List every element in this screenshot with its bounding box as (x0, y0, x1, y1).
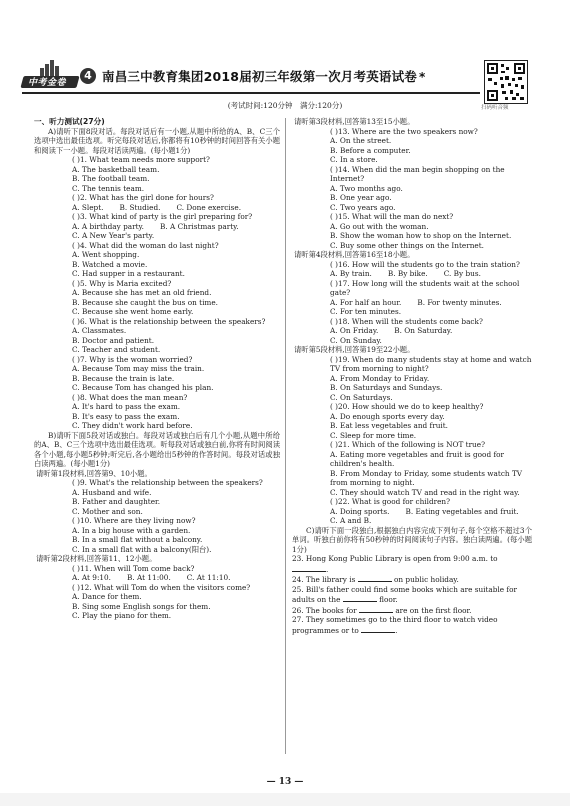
instructions-b: B)请听下面5段对话或独白。每段对话或独白后有几个小题,从题中所给的A、B、C三个选项中选出最佳选项。听每段对话或独白前,你将有时间阅读各个小题,每小题5秒钟;听完后,各小题给出5秒钟的作答时间。每段对话或独白读两遍。(每小题1分) (34, 430, 280, 468)
option[interactable]: C. By bus. (443, 269, 481, 278)
fill-text: 26. The books for (292, 605, 357, 615)
option[interactable]: C. In a small flat with a balcony(阳台). (72, 544, 212, 554)
left-column (34, 117, 280, 621)
header-rule (22, 92, 480, 94)
logo-text: 中考金卷 (28, 78, 67, 88)
question-8: ( )8. What does the man mean? (72, 392, 188, 402)
option[interactable]: C. Teacher and student. (72, 345, 161, 354)
passage-note: 请听第5段材料,回答第19至22小题。 (294, 345, 415, 354)
question-16: ( )16. How will the students go to the train station? (330, 259, 520, 269)
options-row (292, 298, 532, 308)
exam-title (102, 67, 425, 85)
exam-meta: (考试时间:120分钟 满分:120分) (227, 101, 343, 110)
option[interactable]: A. It's hard to pass the exam. (72, 402, 181, 411)
option[interactable]: A. Dance for them. (72, 592, 142, 601)
question-2: ( )2. What has the girl done for hours? (72, 193, 214, 202)
option[interactable]: A. Do enough sports every day. (330, 411, 445, 421)
option[interactable]: C. Because Tom has changed his plan. (72, 383, 214, 392)
fill-text: floor. (379, 595, 398, 604)
fill-text: are on the first floor. (395, 605, 472, 615)
page-number: — 13 — (266, 777, 304, 787)
options-row (292, 326, 532, 336)
fill-item-23: 23. Hong Kong Public Library is open from 9:00 a.m. to . (292, 554, 498, 574)
option[interactable]: A. The basketball team. (72, 164, 160, 174)
option[interactable]: B. It's easy to pass the exam. (72, 411, 180, 421)
question-17: ( )17. How long will the students wait at the school gate? (330, 278, 520, 297)
option[interactable]: B. Because the train is late. (72, 373, 175, 383)
passage-note: 请听第4段材料,回答第16至18小题。 (294, 250, 415, 259)
option[interactable]: C. For ten minutes. (330, 307, 402, 316)
option[interactable]: B. Studied. (119, 202, 161, 212)
answer-blank[interactable] (343, 594, 377, 602)
fill-text: 23. Hong Kong Public Library is open from 9:00 a.m. to (292, 554, 498, 563)
option[interactable]: B. Watched a movie. (72, 259, 148, 269)
option[interactable]: A. By train. (330, 269, 372, 278)
fill-item-27: 27. They sometimes go to the third floor to watch video programmes or to . (292, 615, 498, 635)
option[interactable]: C. Play the piano for them. (72, 611, 172, 620)
option[interactable]: A. Go out with the woman. (330, 221, 429, 231)
option[interactable]: A. Classmates. (72, 326, 127, 335)
question-7: ( )7. Why is the woman worried? (72, 354, 193, 364)
option[interactable]: B. Because she caught the bus on time. (72, 297, 218, 307)
fill-text: 25. Bill's father could find some books which are suitable for adults on the (292, 584, 518, 604)
option[interactable]: A. In a big house with a garden. (72, 525, 191, 535)
option[interactable]: A. Eating more vegetables and fruit is good for children's health. (330, 449, 505, 468)
passage-note: 请听第2段材料,回答第11、12小题。 (36, 554, 157, 563)
option[interactable]: C. Because she went home early. (72, 307, 194, 316)
option[interactable]: A. For half an hour. (330, 297, 402, 307)
options-row (292, 269, 532, 279)
option[interactable]: A. Slept. (72, 202, 104, 212)
fill-item-24 (292, 574, 532, 585)
option[interactable]: C. Buy some other things on the Internet. (330, 240, 484, 250)
exam-logo (22, 60, 78, 92)
question-22: ( )22. What is good for children? (330, 497, 451, 506)
option[interactable]: A. Went shopping. (72, 250, 140, 259)
question-19: ( )19. When do many students stay at home and watch TV from morning to night? (330, 354, 532, 373)
fill-text: 27. They sometimes go to the third floor to watch video programmes or to (292, 615, 498, 635)
fill-item-26 (292, 605, 532, 616)
fill-text: on public holiday. (393, 575, 459, 584)
instructions-c: C)请听下面一段独白,根据独白内容完成下列句子,每个空格不超过3个单词。听独白前你将有50秒钟的时间阅读句子内容。独白读两遍。(每小题1分) (292, 525, 532, 554)
option[interactable]: A. Doing sports. (330, 506, 390, 516)
option[interactable]: A. From Monday to Friday. (330, 373, 430, 383)
qr-code-icon[interactable] (484, 60, 528, 104)
option[interactable]: A. A birthday party. (72, 221, 144, 231)
question-14: ( )14. When did the man begin shopping on the Internet? (330, 164, 505, 183)
title-mark: * (419, 70, 426, 84)
option[interactable]: A. Husband and wife. (72, 487, 152, 497)
options-row (34, 203, 280, 213)
question-5: ( )5. Why is Maria excited? (72, 278, 172, 288)
option[interactable]: A. At 9:10. (72, 573, 112, 582)
question-21: ( )21. Which of the following is NOT true? (330, 440, 485, 449)
issue-number-badge: 4 (80, 68, 96, 84)
option[interactable]: C. In a store. (330, 155, 378, 164)
option[interactable]: A. Two months ago. (330, 183, 403, 193)
option[interactable]: A. On Friday. (330, 326, 379, 335)
option[interactable]: C. A New Year's party. (72, 231, 155, 240)
passage-note: 请听第3段材料,回答第13至15小题。 (294, 117, 415, 126)
instructions-a: A)请听下面8段对话。每段对话后有一小题,从题中所给的A、B、C三个选项中选出最佳选项。听完每段对话后,你都将有10秒钟的时间回答有关小题和阅读下一小题。每段对话读两遍。(每小题1分) (34, 126, 280, 155)
option[interactable]: B. Before a computer. (330, 145, 411, 155)
option[interactable]: B. At 11:00. (127, 573, 171, 582)
option[interactable]: C. They didn't work hard before. (72, 421, 193, 430)
exam-title-text: 南昌三中教育集团2018届初三年级第一次月考英语试卷 (102, 69, 417, 84)
logo-bars-icon (40, 60, 60, 76)
option[interactable]: B. Sing some English songs for them. (72, 601, 211, 611)
question-18: ( )18. When will the students come back? (330, 316, 483, 326)
option[interactable]: B. Eat less vegetables and fruit. (330, 421, 449, 430)
option[interactable]: B. Doctor and patient. (72, 335, 155, 345)
option[interactable]: B. The football team. (72, 174, 150, 183)
question-9: ( )9. What's the relationship between the speakers? (72, 478, 263, 487)
option[interactable]: C. At 11:10. (186, 573, 231, 582)
options-row (34, 222, 280, 232)
option[interactable]: B. On Saturday. (394, 326, 453, 335)
question-15: ( )15. What will the man do next? (330, 212, 454, 221)
question-10: ( )10. Where are they living now? (72, 516, 196, 525)
option[interactable]: B. For twenty minutes. (417, 297, 502, 307)
option[interactable]: A. On the street. (330, 136, 392, 145)
answer-blank[interactable] (292, 564, 326, 572)
option[interactable]: C. Sleep for more time. (330, 430, 417, 440)
option[interactable]: B. In a small flat without a balcony. (72, 535, 203, 544)
question-1: ( )1. What team needs more support? (72, 155, 210, 164)
option[interactable]: C. They should watch TV and read in the right way. (330, 487, 520, 497)
right-column (292, 117, 532, 635)
question-11: ( )11. When will Tom come back? (72, 563, 195, 573)
option[interactable]: B. Father and daughter. (72, 497, 161, 506)
option[interactable]: C. Done exercise. (176, 202, 242, 212)
answer-blank[interactable] (358, 574, 392, 582)
option[interactable]: C. On Sunday. (330, 335, 382, 345)
option[interactable]: B. From Monday to Friday, some students watch TV from morning to night. (330, 468, 523, 487)
bottom-margin (0, 793, 570, 806)
option[interactable]: C. A and B. (330, 516, 372, 525)
question-3: ( )3. What kind of party is the girl preparing for? (72, 212, 253, 221)
question-4: ( )4. What did the woman do last night? (72, 240, 219, 250)
fill-item-25 (292, 585, 532, 605)
question-12: ( )12. What will Tom do when the visitors come? (72, 582, 251, 592)
option[interactable]: C. Mother and son. (72, 506, 143, 516)
option[interactable]: C. Had supper in a restaurant. (72, 269, 185, 278)
option[interactable]: B. On Saturdays and Sundays. (330, 383, 443, 392)
answer-blank[interactable] (361, 625, 395, 633)
qr-label: 扫码听音频 (481, 105, 509, 111)
section-title: 一、听力测试(27分) (34, 117, 105, 126)
option[interactable]: B. By bike. (387, 269, 428, 278)
option[interactable]: A. Because Tom may miss the train. (72, 364, 205, 373)
option[interactable]: C. Two years ago. (330, 202, 396, 212)
option[interactable]: B. One year ago. (330, 193, 392, 202)
passage-note: 请听第1段材料,回答第9、10小题。 (36, 468, 152, 478)
option[interactable]: C. The tennis team. (72, 183, 145, 193)
question-20: ( )20. How should we do to keep healthy? (330, 402, 484, 411)
answer-blank[interactable] (359, 605, 393, 613)
column-divider (285, 118, 286, 754)
question-6: ( )6. What is the relationship between the speakers? (72, 316, 266, 326)
option[interactable]: B. Eating vegetables and fruit. (405, 506, 519, 516)
option[interactable]: C. On Saturdays. (330, 392, 393, 402)
options-row (292, 507, 532, 517)
option[interactable]: A. Because she has met an old friend. (72, 288, 212, 297)
question-13: ( )13. Where are the two speakers now? (330, 126, 478, 136)
option[interactable]: B. A Christmas party. (160, 221, 239, 231)
fill-text: 24. The library is (292, 575, 356, 584)
options-row (34, 573, 280, 583)
option[interactable]: B. Show the woman how to shop on the Internet. (330, 231, 512, 240)
